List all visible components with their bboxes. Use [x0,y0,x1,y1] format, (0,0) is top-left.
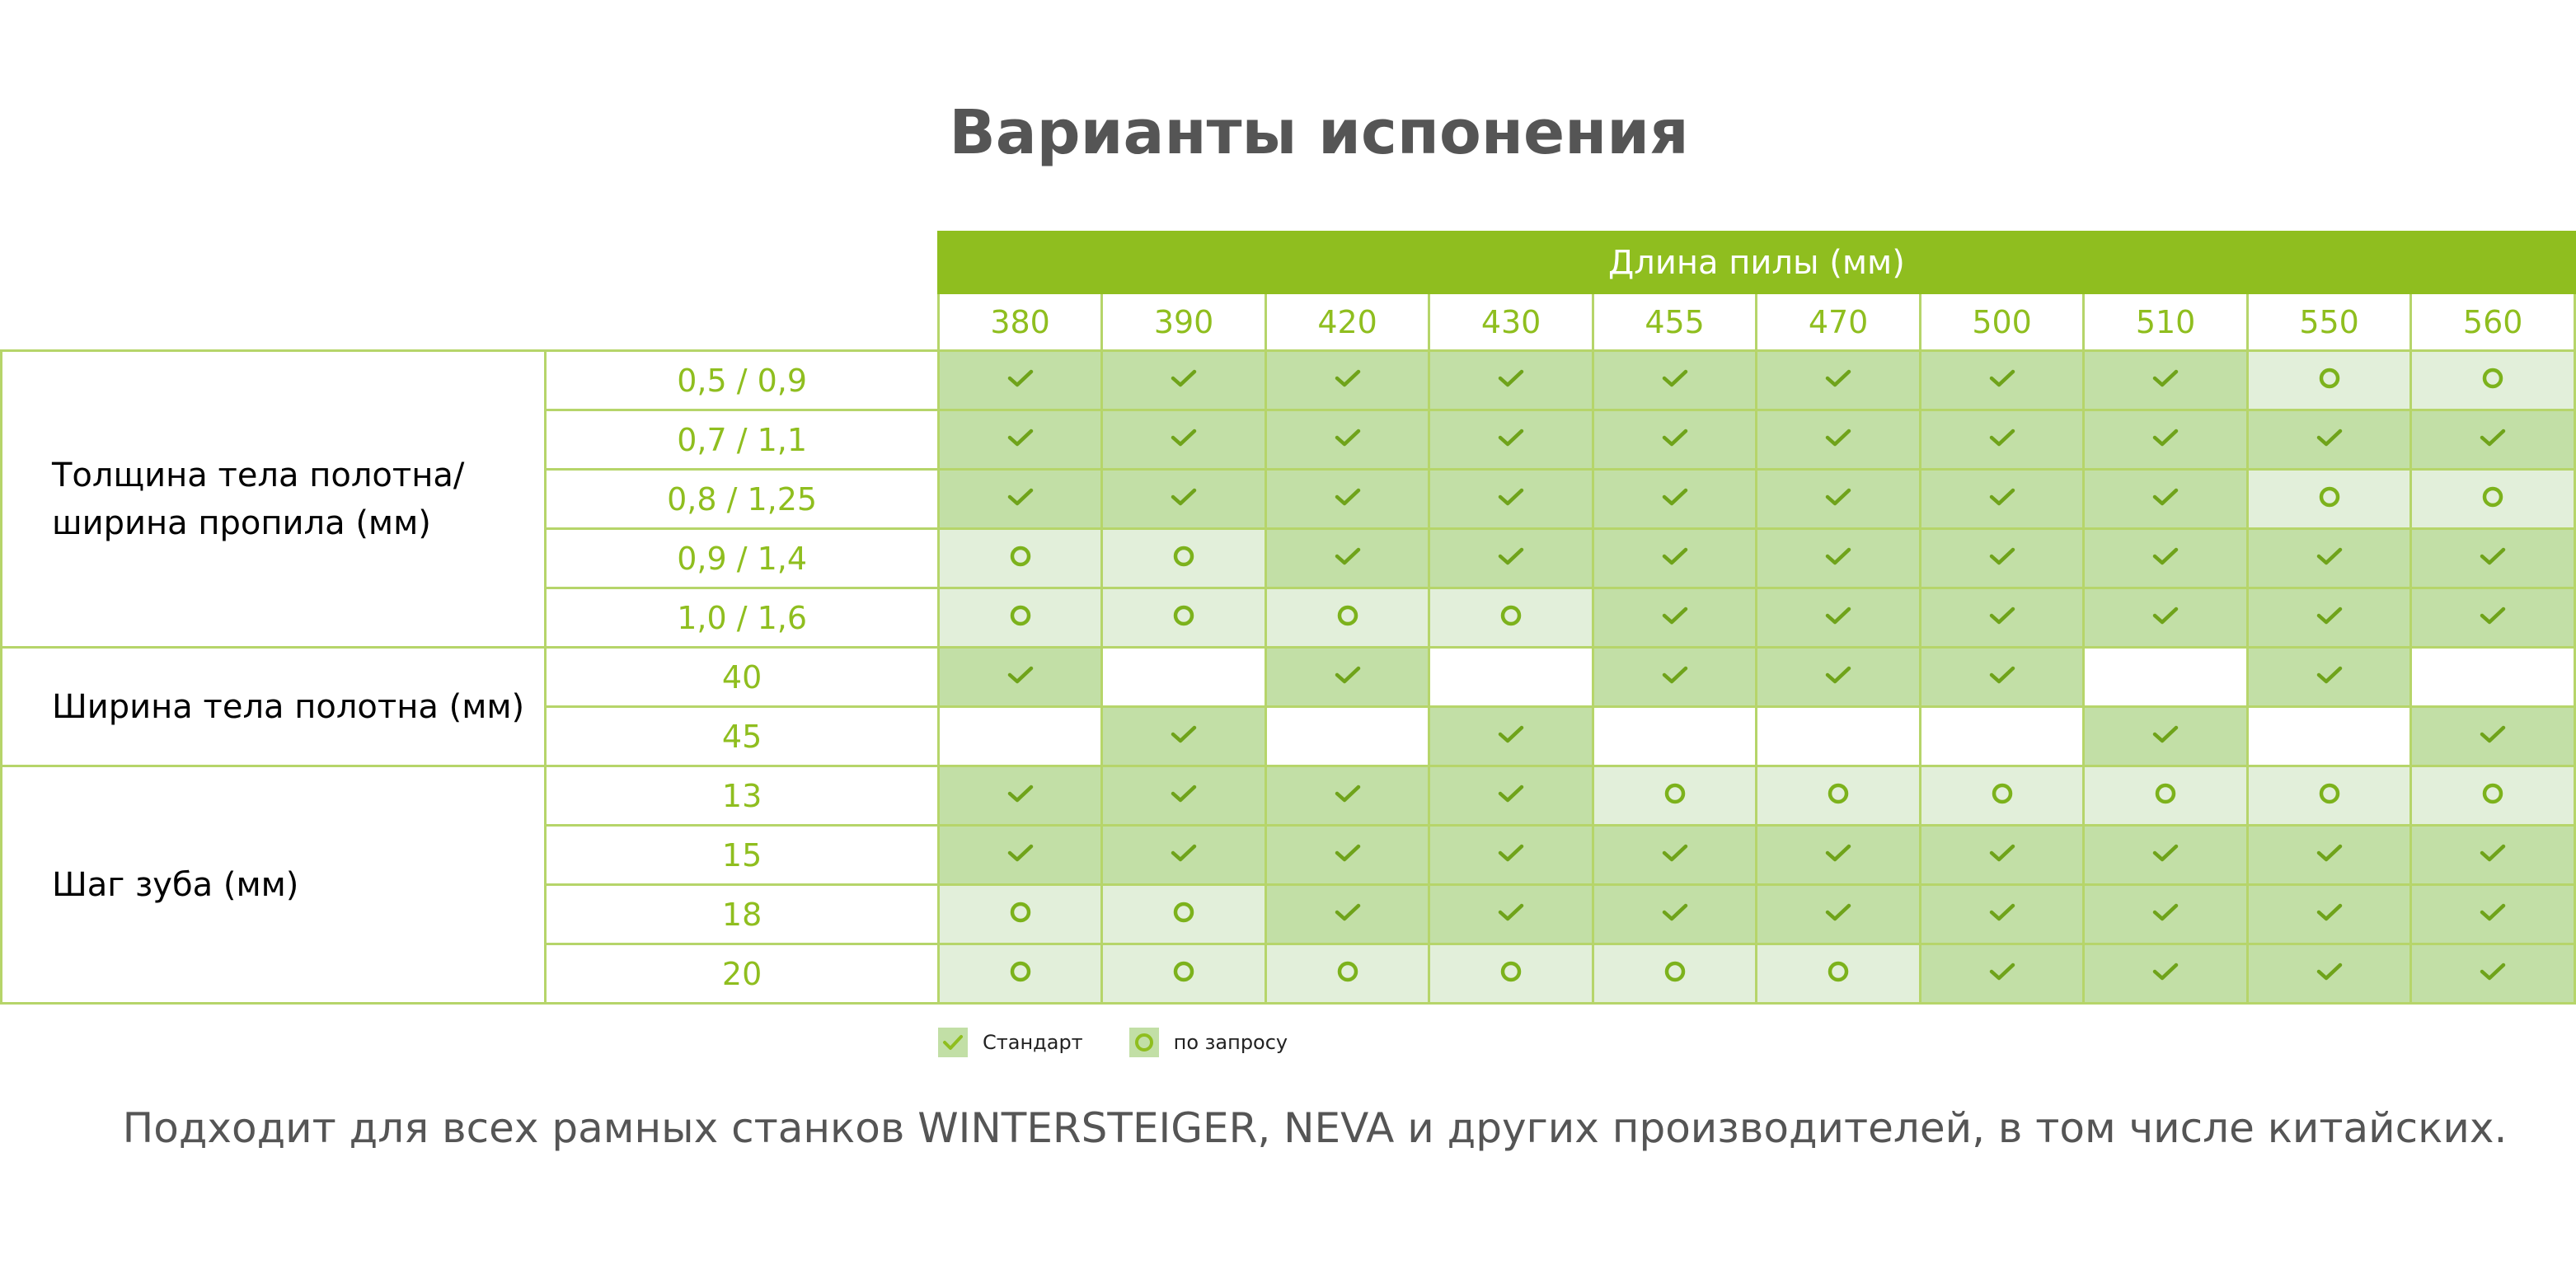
standard-cell [1920,351,2084,410]
check-icon [1334,902,1362,927]
standard-cell [1920,529,2084,588]
empty-cell [2084,648,2248,707]
standard-cell [1757,529,1921,588]
legend-on-request-label: по запросу [1173,1031,1288,1054]
check-icon [1170,783,1198,808]
circle-icon [1008,900,1033,929]
standard-cell [938,470,1102,529]
check-icon [1006,486,1035,512]
check-icon [1170,724,1198,749]
circle-icon [1335,959,1360,988]
circle-icon [1335,603,1360,632]
row-label: 0,5 / 0,9 [546,351,938,410]
standard-cell [938,351,1102,410]
on-request-cell [938,885,1102,944]
check-icon [1661,427,1689,452]
circle-icon [1499,959,1523,988]
check-icon [1824,546,1852,571]
standard-cell [1265,766,1429,826]
check-icon [2316,427,2344,452]
standard-cell [2411,826,2575,885]
check-icon [1824,368,1852,393]
circle-icon [1826,959,1851,988]
standard-cell [2084,885,2248,944]
check-icon [1661,486,1689,512]
check-icon [2479,605,2507,630]
on-request-cell [1920,766,2084,826]
check-icon [1006,368,1035,393]
legend-standard-label: Стандарт [983,1031,1083,1054]
standard-cell [2084,944,2248,1004]
circle-icon [1129,1028,1159,1057]
check-icon [1497,546,1525,571]
group-label: Ширина тела полотна (мм) [2,648,546,766]
column-header-500: 500 [1920,293,2084,351]
saw-length-header: Длина пилы (мм) [938,232,2574,293]
standard-cell [1757,885,1921,944]
circle-icon [2317,366,2342,395]
page-title: Варианты испонения [949,97,1689,168]
standard-cell [2411,885,2575,944]
check-icon [1824,427,1852,452]
standard-cell [1593,588,1757,648]
column-header-470: 470 [1757,293,1921,351]
check-icon [1497,427,1525,452]
check-icon [2316,546,2344,571]
circle-icon [2480,366,2505,395]
circle-icon [1008,544,1033,573]
on-request-cell [2411,766,2575,826]
check-icon [1824,486,1852,512]
standard-cell [2247,944,2411,1004]
check-icon [1170,842,1198,868]
group-label: Толщина тела полотна/ ширина пропила (мм) [2,351,546,648]
check-icon [1170,486,1198,512]
check-icon [1988,961,2016,986]
check-icon [1334,664,1362,690]
check-icon [1988,546,2016,571]
standard-cell [1757,410,1921,470]
circle-icon [1990,781,2015,810]
header-spacer [546,293,938,351]
header-spacer [2,232,546,293]
empty-cell [938,707,1102,766]
row-label: 13 [546,766,938,826]
check-icon [1334,783,1362,808]
header-spacer [546,232,938,293]
check-icon [1497,783,1525,808]
standard-cell [2247,588,2411,648]
standard-cell [1920,885,2084,944]
empty-cell [2411,648,2575,707]
circle-icon [1171,544,1196,573]
check-icon [1006,783,1035,808]
circle-icon [2317,781,2342,810]
check-icon [1661,368,1689,393]
check-icon [2479,961,2507,986]
standard-cell [1757,648,1921,707]
row-label: 1,0 / 1,6 [546,588,938,648]
circle-icon [1663,781,1687,810]
check-icon [1006,427,1035,452]
on-request-cell [938,529,1102,588]
circle-icon [2153,781,2178,810]
column-header-550: 550 [2247,293,2411,351]
row-label: 18 [546,885,938,944]
standard-cell [1429,766,1593,826]
standard-cell [1265,470,1429,529]
standard-cell [1593,648,1757,707]
standard-cell [1102,826,1266,885]
check-icon [1988,486,2016,512]
standard-cell [1920,588,2084,648]
check-icon [2479,902,2507,927]
check-icon [1661,664,1689,690]
circle-icon [2480,485,2505,513]
check-icon [1661,605,1689,630]
circle-icon [2317,485,2342,513]
standard-cell [1920,826,2084,885]
standard-cell [1265,826,1429,885]
empty-cell [1593,707,1757,766]
on-request-cell [1265,588,1429,648]
check-icon [1170,368,1198,393]
check-icon [2479,842,2507,868]
on-request-cell [1102,944,1266,1004]
standard-cell [2411,410,2575,470]
row-label: 20 [546,944,938,1004]
check-icon [2316,902,2344,927]
check-icon [1334,486,1362,512]
check-icon [1661,902,1689,927]
check-icon [1334,427,1362,452]
standard-cell [1429,826,1593,885]
standard-cell [1102,351,1266,410]
spec-table [0,231,2576,1005]
standard-cell [1593,885,1757,944]
check-icon [2479,546,2507,571]
standard-cell [1429,707,1593,766]
check-icon [1334,842,1362,868]
on-request-cell [938,944,1102,1004]
standard-cell [1429,885,1593,944]
on-request-cell [1757,944,1921,1004]
standard-cell [938,826,1102,885]
column-header-510: 510 [2084,293,2248,351]
check-icon [2479,724,2507,749]
check-icon [2151,961,2180,986]
on-request-cell [1593,944,1757,1004]
empty-cell [2247,707,2411,766]
check-icon [2316,842,2344,868]
standard-cell [2411,944,2575,1004]
standard-cell [2084,470,2248,529]
on-request-cell [2247,766,2411,826]
check-icon [2151,902,2180,927]
check-icon [1988,902,2016,927]
column-header-455: 455 [1593,293,1757,351]
check-icon [1497,486,1525,512]
check-icon [2151,427,2180,452]
standard-cell [1429,351,1593,410]
row-label: 0,8 / 1,25 [546,470,938,529]
check-icon [1497,842,1525,868]
standard-cell [1102,410,1266,470]
standard-cell [1265,410,1429,470]
standard-cell [2247,648,2411,707]
standard-cell [2247,826,2411,885]
row-label: 0,9 / 1,4 [546,529,938,588]
check-icon [2151,842,2180,868]
standard-cell [2084,707,2248,766]
check-icon [1988,605,2016,630]
standard-cell [1265,529,1429,588]
standard-cell [2247,410,2411,470]
check-icon [1988,842,2016,868]
on-request-cell [2084,766,2248,826]
empty-cell [1920,707,2084,766]
check-icon [1006,664,1035,690]
check-icon [1497,724,1525,749]
check-icon [1661,842,1689,868]
standard-cell [938,410,1102,470]
check-icon [938,1028,968,1057]
check-icon [1334,546,1362,571]
standard-cell [1757,351,1921,410]
check-icon [2316,961,2344,986]
on-request-cell [1265,944,1429,1004]
standard-cell [1429,470,1593,529]
standard-cell [1593,351,1757,410]
circle-icon [1171,900,1196,929]
check-icon [2151,546,2180,571]
standard-cell [1265,351,1429,410]
check-icon [1988,427,2016,452]
on-request-cell [1102,529,1266,588]
standard-cell [2411,588,2575,648]
check-icon [1824,842,1852,868]
row-label: 45 [546,707,938,766]
column-header-430: 430 [1429,293,1593,351]
circle-icon [1171,603,1196,632]
column-header-row [2,293,2575,351]
check-icon [1988,368,2016,393]
check-icon [1824,605,1852,630]
standard-cell [1265,885,1429,944]
check-icon [1661,546,1689,571]
header-spacer [2,293,546,351]
standard-cell [2084,410,2248,470]
standard-cell [1920,410,2084,470]
on-request-cell [1102,885,1266,944]
check-icon [2316,605,2344,630]
standard-cell [1102,470,1266,529]
legend [938,1022,1334,1063]
row-label: 40 [546,648,938,707]
circle-icon [1826,781,1851,810]
standard-cell [1429,410,1593,470]
standard-cell [1593,410,1757,470]
standard-cell [2084,588,2248,648]
standard-cell [2084,529,2248,588]
column-header-560: 560 [2411,293,2575,351]
circle-icon [1663,959,1687,988]
check-icon [1497,902,1525,927]
check-icon [1170,427,1198,452]
circle-icon [1008,603,1033,632]
table-row [2,766,2575,826]
standard-cell [2084,826,2248,885]
check-icon [1824,664,1852,690]
column-header-420: 420 [1265,293,1429,351]
standard-cell [1102,766,1266,826]
check-icon [2151,724,2180,749]
empty-cell [1757,707,1921,766]
column-header-380: 380 [938,293,1102,351]
on-request-cell [1593,766,1757,826]
standard-cell [938,766,1102,826]
on-request-cell [938,588,1102,648]
standard-cell [1920,470,2084,529]
standard-cell [2247,885,2411,944]
compatibility-note: Подходит для всех рамных станков WINTERSTEIGER, NEVA и других производителей, в том числе китайских. [122,1104,2508,1152]
check-icon [2151,605,2180,630]
on-request-cell [2411,351,2575,410]
check-icon [2151,368,2180,393]
standard-cell [1920,648,2084,707]
check-icon [1988,664,2016,690]
empty-cell [1429,648,1593,707]
standard-cell [1757,826,1921,885]
on-request-cell [2247,470,2411,529]
check-icon [1006,842,1035,868]
standard-cell [1593,529,1757,588]
standard-cell [1920,944,2084,1004]
standard-cell [1102,707,1266,766]
standard-cell [1265,648,1429,707]
row-label: 0,7 / 1,1 [546,410,938,470]
empty-cell [1102,648,1266,707]
row-label: 15 [546,826,938,885]
standard-cell [1757,470,1921,529]
spec-table-body [2,232,2575,1004]
standard-cell [2411,707,2575,766]
circle-icon [1008,959,1033,988]
standard-cell [2411,529,2575,588]
group-label: Шаг зуба (мм) [2,766,546,1004]
standard-cell [1593,826,1757,885]
check-icon [1334,368,1362,393]
table-row [2,648,2575,707]
table-row [2,351,2575,410]
check-icon [2316,664,2344,690]
on-request-cell [1757,766,1921,826]
circle-icon [1171,959,1196,988]
check-icon [2151,486,2180,512]
on-request-cell [2411,470,2575,529]
circle-icon [2480,781,2505,810]
on-request-cell [1102,588,1266,648]
empty-cell [1265,707,1429,766]
standard-cell [1593,470,1757,529]
standard-cell [2247,529,2411,588]
table-header-row [2,232,2575,293]
check-icon [2479,427,2507,452]
standard-cell [1757,588,1921,648]
standard-cell [2084,351,2248,410]
column-header-390: 390 [1102,293,1266,351]
on-request-cell [1429,588,1593,648]
standard-cell [1429,529,1593,588]
circle-icon [1499,603,1523,632]
on-request-cell [2247,351,2411,410]
on-request-cell [1429,944,1593,1004]
check-icon [1824,902,1852,927]
check-icon [1497,368,1525,393]
standard-cell [938,648,1102,707]
